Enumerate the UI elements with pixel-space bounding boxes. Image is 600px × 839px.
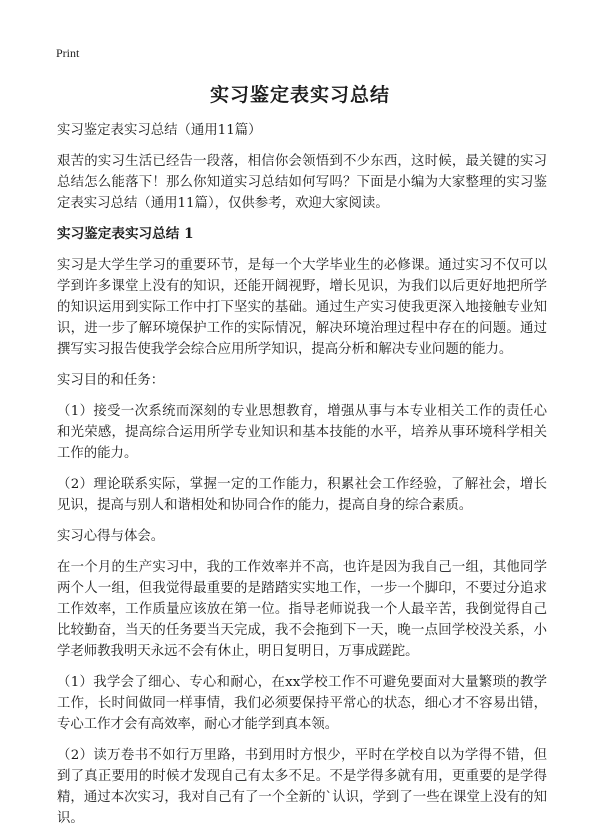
body-paragraph: 实习心得与体会。 <box>57 529 165 544</box>
body-paragraph: （2）读万卷书不如行万里路，书到用时方恨少，平时在学校自以为学得不错，但到了真正要用的时候才发现自己有太多不足。不是学得多就有用，更重要的是学得精，通过本次实习，我对自己有了一个全新的`认识，学到了一些在课堂上没有的知识。 <box>57 748 547 826</box>
body-paragraph: 实习目的和任务： <box>57 373 165 388</box>
body-paragraph: （1）我学会了细心、专心和耐心，在xx学校工作不可避免要面对大量繁琐的教学工作，长时间做同一样事情，我们必须要保持平常心的状态，细心才不容易出错，专心工作才会有高效率，耐心才能学到真本领。 <box>57 675 547 732</box>
document-body <box>57 120 547 839</box>
body-paragraph: （2）理论联系实际，掌握一定的工作能力，积累社会工作经验，了解社会，增长见识，提高与别人和谐相处和协同合作的能力，提高自身的综合素质。 <box>57 477 547 513</box>
body-paragraph: 实习是大学生学习的重要环节，是每一个大学毕业生的必修课。通过实习不仅可以学到许多课堂上没有的知识，还能开阔视野，增长见识，为我们以后更好地把所学的知识运用到实际工作中打下坚实的基础。通过生产实习使我更深入地接触专业知识，进一步了解环境保护工作的实际情况，解决环境治理过程中存在的问题。通过撰写实习报告使我学会综合应用所学知识，提高分析和解决专业问题的能力。 <box>57 258 547 357</box>
print-link[interactable]: Print <box>56 46 80 60</box>
body-paragraph: （1）接受一次系统而深刻的专业思想教育，增强从事与本专业相关工作的责任心和光荣感，提高综合运用所学专业知识和基本技能的水平，培养从事环境科学相关工作的能力。 <box>57 404 547 461</box>
section-heading: 实习鉴定表实习总结 1 <box>57 226 194 242</box>
document-subtitle: 实习鉴定表实习总结（通用11篇） <box>57 123 262 138</box>
document-title: 实习鉴定表实习总结 <box>209 84 390 106</box>
body-paragraph: 在一个月的生产实习中，我的工作效率并不高，也许是因为我自己一组，其他同学两个人一组，但我觉得最重要的是踏踏实实地工作，一步一个脚印，不要过分追求工作效率，工作质量应该放在第一位。指导老师说我一个人最辛苦，我倒觉得自己比较勤奋，当天的任务要当天完成，我不会拖到下一天，晚一点回学校没关系，小学老师教我明天永远不会有休止，明日复明日，万事成蹉跎。 <box>57 560 547 659</box>
intro-paragraph: 艰苦的实习生活已经告一段落，相信你会领悟到不少东西，这时候，最关键的实习总结怎么能落下！那么你知道实习总结如何写吗？下面是小编为大家整理的实习鉴定表实习总结（通用11篇），仅供参考，欢迎大家阅读。 <box>57 154 547 211</box>
